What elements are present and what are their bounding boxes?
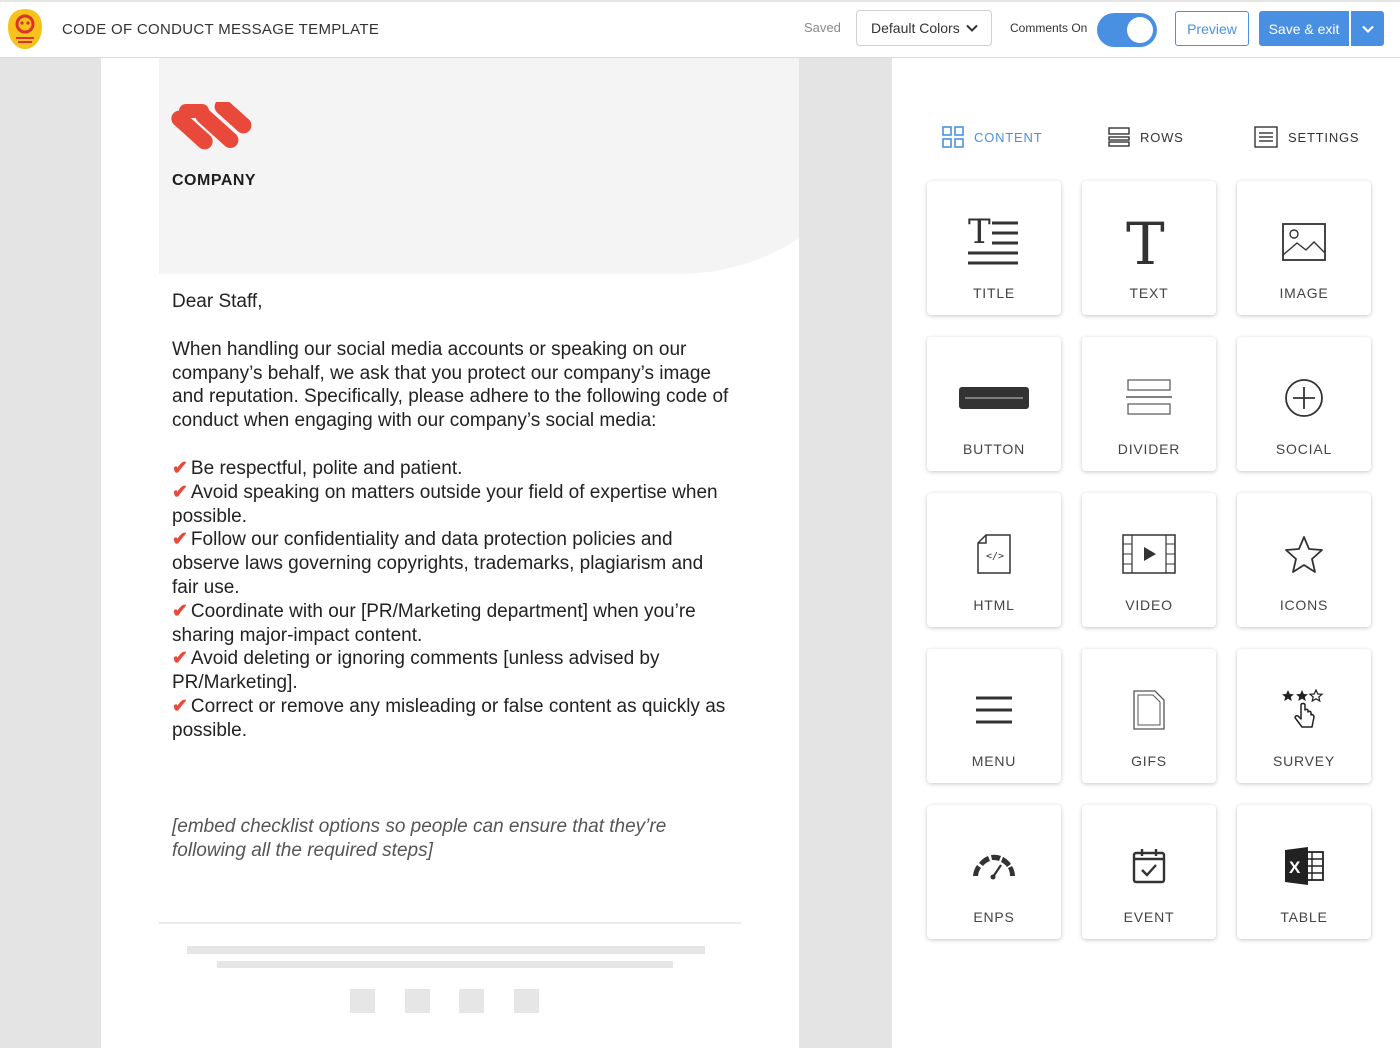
tile-label: TABLE [1280,909,1328,925]
list-item: ✔ Correct or remove any misleading or false content as quickly as possible. [172,695,726,741]
tile-table[interactable] [1237,805,1371,939]
table-icon [1284,847,1324,885]
grid-icon [942,126,964,148]
greeting: Dear Staff, [172,291,263,312]
tab-label: CONTENT [974,129,1043,145]
video-icon [1122,534,1176,574]
tab-content[interactable] [942,126,1042,148]
checkmark-icon: ✔ [172,457,188,479]
tile-event[interactable] [1082,805,1216,939]
tile-image[interactable] [1237,181,1371,315]
tile-label: HTML [973,597,1015,613]
saved-status: Saved [804,20,841,35]
company-logo-icon [171,102,261,166]
comments-toggle[interactable] [1097,13,1157,47]
footer-divider [159,922,741,924]
content-panel [892,58,1400,1048]
settings-icon [1254,126,1278,148]
tab-label: SETTINGS [1288,129,1360,145]
tile-label: IMAGE [1279,285,1329,301]
chevron-down-icon [1361,22,1375,36]
text-icon [1124,216,1174,268]
tile-label: GIFS [1131,753,1167,769]
footer-social-placeholder [350,989,375,1013]
tile-gifs[interactable] [1082,649,1216,783]
footer-social-placeholder [514,989,539,1013]
tile-label: ENPS [973,909,1015,925]
title-icon [968,217,1020,267]
tile-divider[interactable] [1082,337,1216,471]
list-item: ✔ Avoid deleting or ignoring comments [unless advised by PR/Marketing]. [172,648,660,694]
app-logo-icon[interactable] [6,7,44,51]
tile-title[interactable] [927,181,1061,315]
tile-enps[interactable] [927,805,1061,939]
tile-label: SOCIAL [1275,441,1333,457]
comments-label: Comments On [1010,21,1088,35]
social-icon [1284,378,1324,418]
checkmark-icon: ✔ [172,529,188,551]
tile-label: SURVEY [1272,753,1336,769]
tile-text[interactable] [1082,181,1216,315]
save-exit-button[interactable]: Save & exit [1259,11,1349,46]
button-icon [959,386,1029,410]
tile-social[interactable] [1237,337,1371,471]
menu-icon [976,695,1012,725]
document-title: CODE OF CONDUCT MESSAGE TEMPLATE [62,21,380,38]
checkmark-icon: ✔ [172,481,188,503]
tile-label: DIVIDER [1117,441,1181,457]
panel-tabs [892,126,1400,152]
footer-placeholder-line [187,946,705,954]
footer-placeholder-line [217,961,673,968]
chevron-down-icon [965,21,979,35]
tile-survey[interactable] [1237,649,1371,783]
svg-text:T: T [1126,216,1165,268]
list-item: ✔ Follow our confidentiality and data protection policies and observe laws governing copyrights, trademarks, plagiarism and fair use. [172,529,704,598]
html-icon [977,534,1011,574]
colors-select[interactable] [856,10,992,46]
tile-html[interactable] [927,493,1061,627]
email-body[interactable] [172,290,732,767]
list-item: ✔ Be respectful, polite and patient. [172,457,463,479]
tab-rows[interactable] [1108,126,1184,148]
footer-social-placeholder [459,989,484,1013]
tile-label: TITLE [972,285,1016,301]
image-icon [1282,223,1326,261]
list-item: ✔ Coordinate with our [PR/Marketing department] when you’re sharing major-impact content. [172,600,696,646]
list-item: ✔ Avoid speaking on matters outside your field of expertise when possible. [172,481,718,527]
tile-label: EVENT [1123,909,1175,925]
code-of-conduct-list [172,457,732,743]
footer-social-placeholder [405,989,430,1013]
tile-icons[interactable] [1237,493,1371,627]
rows-icon [1108,126,1130,148]
intro-paragraph: When handling our social media accounts or speaking on our company’s behalf, we ask that you protect our company’s image and reputation. Specifically, please adhere to the following code of conduct when engaging with our company’s social media: [172,338,729,432]
gauge-icon [971,852,1017,880]
embed-placeholder: [embed checklist options so people can ensure that they’re following all the required steps] [172,816,667,861]
svg-text:</>: </> [986,551,1005,562]
email-preview[interactable] [101,58,799,1048]
svg-text:X: X [1289,858,1301,877]
checkmark-icon: ✔ [172,600,188,622]
gif-icon [1133,690,1165,730]
preview-button[interactable]: Preview [1175,11,1249,46]
colors-select-value: Default Colors [871,20,960,36]
checkmark-icon: ✔ [172,648,188,670]
svg-text:T: T [968,217,991,252]
survey-icon [1282,689,1326,731]
tile-button[interactable] [927,337,1061,471]
tab-settings[interactable] [1254,126,1359,148]
tile-menu[interactable] [927,649,1061,783]
top-bar [0,0,1400,58]
tile-label: VIDEO [1125,597,1173,613]
header-background-shape [159,58,799,274]
toggle-knob [1127,17,1153,43]
star-icon [1284,535,1324,573]
divider-icon [1126,379,1172,417]
tile-label: TEXT [1129,285,1169,301]
tile-label: MENU [971,753,1017,769]
company-name: COMPANY [172,172,257,189]
tile-label: ICONS [1279,597,1329,613]
calendar-icon [1132,848,1166,884]
save-options-button[interactable] [1351,11,1384,46]
tile-label: BUTTON [962,441,1026,457]
tile-video[interactable] [1082,493,1216,627]
tab-label: ROWS [1140,129,1184,145]
checkmark-icon: ✔ [172,695,188,717]
